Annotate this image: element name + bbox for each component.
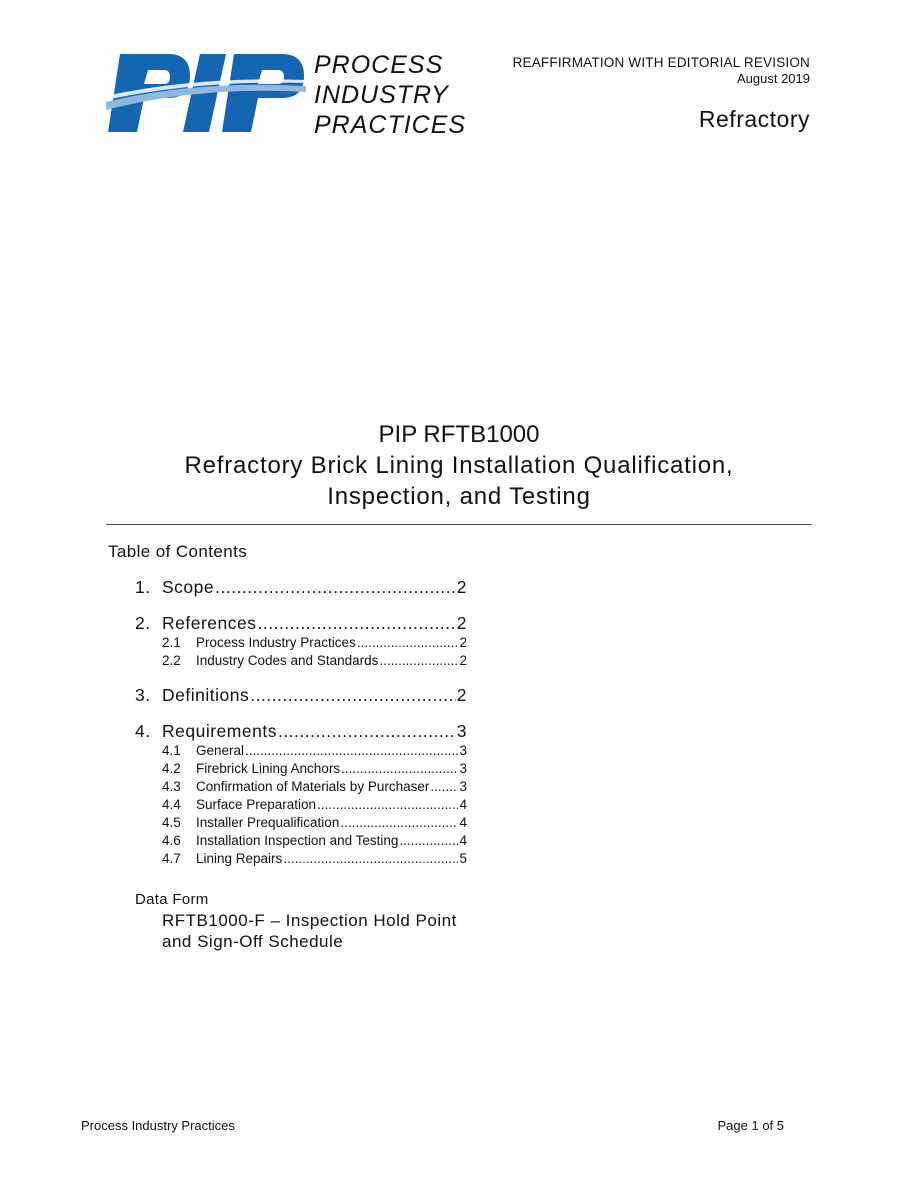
title-divider: [106, 524, 812, 525]
dot-leader: [399, 832, 458, 850]
dot-leader: [250, 684, 456, 706]
toc-entry-label: Requirements: [162, 721, 277, 741]
dot-leader: [317, 796, 458, 814]
revision-status: REAFFIRMATION WITH EDITORIAL REVISION: [512, 55, 810, 70]
toc-entry-label: Definitions: [162, 685, 250, 705]
toc-subentry-page: 2: [459, 635, 467, 650]
toc-subentry-label: Surface Preparation: [196, 797, 317, 812]
footer-page-number: Page 1 of 5: [717, 1118, 784, 1133]
data-form-item[interactable]: RFTB1000-F – Inspection Hold Point and Sign-Off Schedule: [162, 911, 457, 951]
toc-entry[interactable]: [135, 684, 467, 706]
document-number: PIP RFTB1000: [378, 421, 540, 448]
toc-subentry-label: Lining Repairs: [196, 851, 283, 866]
toc-subentry-label: General: [196, 743, 245, 758]
data-form-section: [135, 890, 462, 952]
dot-leader: [357, 634, 459, 652]
toc-subentry[interactable]: [162, 832, 467, 850]
pip-logo: [106, 50, 306, 136]
toc-entry-number: 4.: [135, 721, 151, 741]
toc-entry[interactable]: [135, 720, 467, 742]
dot-leader: [283, 850, 458, 868]
dot-leader: [341, 760, 458, 778]
toc-subentry[interactable]: [162, 814, 467, 832]
data-form-heading: Data Form: [135, 891, 209, 908]
toc-subentry-number: 4.5: [162, 815, 181, 830]
revision-date: August 2019: [736, 71, 810, 86]
toc-subentry[interactable]: [162, 850, 467, 868]
toc-entry[interactable]: [135, 576, 467, 598]
toc-subentry-number: 4.6: [162, 833, 181, 848]
toc-subentry-number: 2.1: [162, 635, 181, 650]
toc-subentry-number: 4.2: [162, 761, 181, 776]
toc-entry-page: 3: [456, 721, 467, 741]
dot-leader: [379, 652, 458, 670]
toc-subentry[interactable]: [162, 778, 467, 796]
toc-subentry-page: 4: [459, 797, 467, 812]
toc-section-references: [135, 612, 467, 670]
toc-subentry-page: 4: [459, 815, 467, 830]
toc-subentry-page: 3: [459, 743, 467, 758]
toc-heading: Table of Contents: [108, 542, 248, 561]
toc-subentry-label: Confirmation of Materials by Purchaser: [196, 779, 430, 794]
toc-subentry-label: Firebrick Lining Anchors: [196, 761, 341, 776]
toc-subentry-number: 4.4: [162, 797, 181, 812]
dot-leader: [430, 778, 458, 796]
toc-subentry-number: 2.2: [162, 653, 181, 668]
toc-subentry-page: 4: [459, 833, 467, 848]
toc-entry-page: 2: [456, 685, 467, 705]
toc-subentry-number: 4.7: [162, 851, 181, 866]
toc-subentry-page: 3: [459, 761, 467, 776]
toc-subentry[interactable]: [162, 796, 467, 814]
table-of-contents: [135, 576, 467, 882]
document-title-line-1: Refractory Brick Lining Installation Qualification,: [184, 452, 734, 479]
toc-subentry-number: 4.1: [162, 743, 181, 758]
toc-entry-label: Scope: [162, 577, 215, 597]
dot-leader: [340, 814, 458, 832]
title-block: [0, 420, 918, 512]
toc-entry-number: 3.: [135, 685, 151, 705]
toc-section-scope: [135, 576, 467, 598]
toc-section-definitions: [135, 684, 467, 706]
logo-line-industry: INDUSTRY: [314, 81, 449, 109]
toc-subentry[interactable]: [162, 652, 467, 670]
toc-subentry[interactable]: [162, 742, 467, 760]
toc-section-requirements: [135, 720, 467, 868]
dot-leader: [215, 576, 456, 598]
toc-subentry-label: Installation Inspection and Testing: [196, 833, 399, 848]
toc-entry-page: 2: [456, 577, 467, 597]
toc-subentry-label: Process Industry Practices: [196, 635, 356, 650]
logo-wordmark: [314, 50, 466, 140]
document-header: [513, 55, 810, 133]
toc-entry-label: References: [162, 613, 257, 633]
toc-entry-page: 2: [456, 613, 467, 633]
document-category: Refractory: [698, 106, 810, 132]
toc-subentry-label: Installer Prequalification: [196, 815, 340, 830]
toc-subentry[interactable]: [162, 760, 467, 778]
dot-leader: [258, 612, 456, 634]
toc-entry[interactable]: [135, 612, 467, 634]
footer-organization: Process Industry Practices: [81, 1118, 235, 1133]
document-title-line-2: Inspection, and Testing: [327, 483, 591, 510]
toc-subentry-page: 3: [459, 779, 467, 794]
toc-subentry-page: 2: [459, 653, 467, 668]
toc-subentry-label: Industry Codes and Standards: [196, 653, 379, 668]
logo-line-practices: PRACTICES: [314, 111, 467, 139]
toc-subentry-page: 5: [459, 851, 467, 866]
pip-logo-graphic: [106, 50, 306, 136]
logo-line-process: PROCESS: [314, 51, 444, 79]
toc-subentry-number: 4.3: [162, 779, 181, 794]
dot-leader: [278, 720, 456, 742]
dot-leader: [245, 742, 458, 760]
toc-subentry[interactable]: [162, 634, 467, 652]
toc-entry-number: 1.: [135, 577, 151, 597]
toc-entry-number: 2.: [135, 613, 151, 633]
